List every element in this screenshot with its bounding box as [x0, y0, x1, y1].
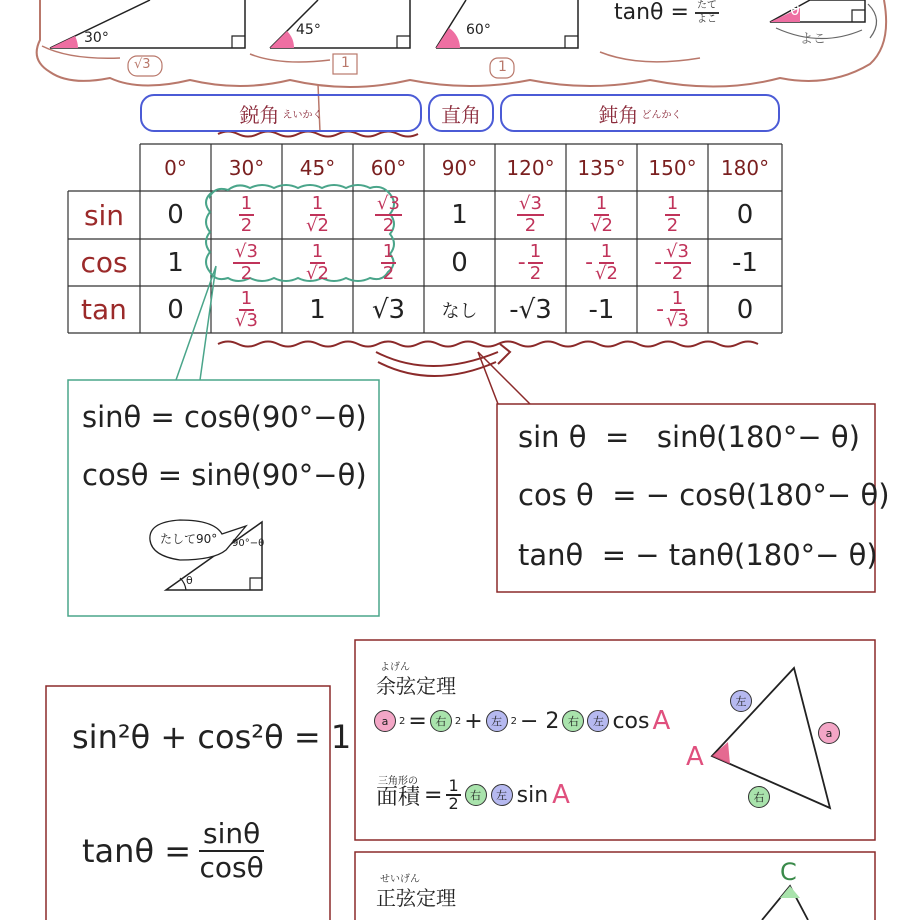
- right-angle-bubble: [428, 94, 494, 132]
- table-header-angle: 45°: [299, 155, 336, 180]
- area-right-badge: 右: [465, 784, 487, 806]
- area-small-label: 三角形の: [378, 776, 418, 787]
- cell-value: 0: [167, 294, 184, 325]
- triangle-vertex-A: A: [686, 742, 704, 772]
- triangle-a-badge: a: [818, 722, 840, 744]
- tan-def-fraction: [695, 1, 719, 25]
- fraction-numerator: 1: [240, 287, 253, 309]
- table-header-angle: 150°: [648, 155, 697, 180]
- table-row-label-cos: cos: [80, 246, 128, 279]
- fraction-denominator: √2: [595, 262, 618, 284]
- sq-1: 2: [399, 715, 406, 727]
- fraction-numerator: 1: [671, 287, 684, 309]
- fraction-numerator: 1: [311, 240, 324, 262]
- supplement-cos-formula: cos θ = − cosθ(180°− θ): [518, 478, 890, 512]
- fraction-denominator: 2: [382, 215, 395, 236]
- right-label: 直角: [441, 102, 481, 127]
- table-row-label-tan: tan: [81, 293, 127, 326]
- cell-sign: -: [517, 250, 526, 275]
- cell-value: 0: [736, 200, 754, 230]
- cell-value: なし: [441, 300, 478, 322]
- fraction-denominator: √2: [590, 215, 613, 236]
- area-label: 面積: [376, 784, 421, 810]
- half-den: 2: [448, 794, 459, 813]
- cell-value: 0: [451, 247, 468, 278]
- cell-value: 1: [167, 247, 184, 278]
- complement-bubble-text: たして90°: [160, 532, 218, 546]
- half-fraction: [446, 778, 460, 812]
- fraction-numerator: √3: [377, 193, 400, 214]
- table-header-angle: 60°: [370, 155, 407, 180]
- cell-sign: -: [656, 297, 665, 322]
- cell-value: 0: [167, 200, 184, 230]
- half-num: 1: [448, 776, 459, 795]
- table-row-label-sin: sin: [83, 198, 125, 232]
- supplement-sin-formula: sin θ = sinθ(180°− θ): [518, 420, 860, 454]
- cell-value: -1: [588, 294, 615, 325]
- tan-identity: [82, 817, 264, 884]
- fraction-denominator: 2: [240, 215, 253, 236]
- table-wave: [218, 342, 758, 347]
- tan-def-yoko: よこ: [800, 32, 827, 47]
- tan-identity-lhs: tanθ =: [82, 832, 191, 870]
- cosine-law-reading: よげん: [380, 662, 410, 673]
- cell-sign: -: [654, 250, 663, 275]
- cosine-law-formula: [374, 706, 670, 736]
- supplement-tan-formula: tanθ = − tanθ(180°− θ): [518, 538, 878, 572]
- obtuse-reading: どんかく: [641, 109, 682, 121]
- minus-two: − 2: [520, 708, 560, 734]
- fraction-numerator: √3: [235, 240, 258, 262]
- sine-law-vertex-C: C: [780, 858, 797, 886]
- fraction-numerator: 1: [595, 193, 608, 214]
- sine-law-title: 正弦定理: [376, 886, 456, 910]
- cos-text: cos: [612, 708, 650, 734]
- angle-A-2: A: [552, 780, 570, 810]
- fraction-denominator: 2: [524, 215, 537, 236]
- fraction-denominator: √2: [306, 215, 329, 236]
- triangle-30-angle: 30°: [84, 30, 109, 46]
- table-header-angle: 0°: [164, 155, 187, 180]
- cell-sign: -: [585, 250, 594, 275]
- fraction-numerator: √3: [519, 193, 542, 214]
- cosine-law-triangle: [712, 668, 830, 808]
- table-header-angle: 135°: [577, 155, 626, 180]
- complement-cos-formula: cosθ = sinθ(90°−θ): [82, 458, 367, 492]
- tan-identity-num: sinθ: [199, 820, 264, 852]
- fraction-numerator: 1: [600, 240, 613, 262]
- triangle-right-badge: 右: [748, 786, 770, 808]
- cell-value: 1: [309, 294, 326, 325]
- tan-identity-fraction: [199, 817, 264, 884]
- tan-def-lhs: tanθ =: [614, 0, 689, 25]
- fraction-denominator: 2: [240, 262, 253, 284]
- pythagorean-identity: sin²θ + cos²θ = 1: [72, 718, 352, 756]
- eq-sign: =: [408, 708, 427, 734]
- acute-wave: [218, 132, 418, 137]
- fraction-numerator: 1: [666, 193, 679, 214]
- tan-def-num: たて: [695, 1, 719, 14]
- fraction-denominator: 2: [529, 262, 542, 284]
- obtuse-angle-bubble: [500, 94, 780, 132]
- complement-sin-formula: sinθ = cosθ(90°−θ): [82, 400, 367, 434]
- triangle-30: [50, 0, 245, 48]
- fraction-numerator: √3: [666, 240, 689, 262]
- triangle-60: [436, 0, 578, 48]
- obtuse-label: 鈍角: [598, 102, 639, 127]
- triangle-60-angle: 60°: [466, 22, 491, 38]
- teal-highlight-cloud: [206, 185, 395, 284]
- plus-sign: +: [464, 708, 483, 734]
- area-eq: =: [424, 782, 443, 808]
- acute-reading: えいかく: [282, 109, 323, 121]
- fraction-numerator: 1: [240, 193, 253, 214]
- fraction-denominator: √2: [306, 262, 329, 284]
- fraction-denominator: 2: [382, 262, 395, 284]
- cell-value: 1: [451, 200, 468, 230]
- table-header-angle: 180°: [720, 155, 770, 180]
- side-right-badge-2: 右: [562, 710, 584, 732]
- acute-label: 鋭角: [239, 102, 280, 127]
- sine-law-triangle: [762, 886, 808, 920]
- triangle-45: [270, 0, 410, 48]
- tan-def-theta: θ: [790, 0, 800, 19]
- sin-text: sin: [516, 782, 549, 808]
- cell-value: -1: [732, 247, 758, 278]
- trig-table-grid: [68, 144, 782, 333]
- area-formula: [376, 778, 570, 812]
- fraction-numerator: 1: [382, 240, 395, 262]
- triangle-45-side: 1: [341, 55, 350, 71]
- cell-value: √3: [371, 294, 406, 325]
- side-right-badge: 右: [430, 710, 452, 732]
- triangle-30-side: √3: [134, 57, 151, 72]
- fraction-numerator: 1: [529, 240, 542, 262]
- fraction-denominator: 2: [666, 215, 679, 236]
- cell-value: -√3: [509, 294, 552, 325]
- fraction-denominator: √3: [666, 309, 689, 331]
- sq-2: 2: [454, 715, 462, 727]
- side-left-badge-2: 左: [587, 710, 609, 732]
- side-a-badge: a: [374, 710, 396, 732]
- table-header-angle: 120°: [506, 155, 555, 180]
- sine-law-reading: せいげん: [380, 874, 420, 885]
- top-cloud-outline: [37, 0, 886, 87]
- fraction-numerator: 1: [311, 193, 324, 214]
- area-left-badge: 左: [491, 784, 513, 806]
- acute-angle-bubble: [140, 94, 422, 132]
- tan-def-den: よこ: [696, 13, 717, 25]
- cell-value: 0: [736, 294, 754, 325]
- triangle-left-badge: 左: [730, 690, 752, 712]
- fraction-denominator: √3: [235, 309, 258, 331]
- tan-identity-den: cosθ: [199, 851, 264, 884]
- complement-theta-label: θ: [186, 574, 193, 587]
- table-header-angle: 30°: [228, 155, 265, 180]
- fraction-denominator: 2: [671, 262, 684, 284]
- side-left-badge: 左: [486, 710, 508, 732]
- cosine-law-title: 余弦定理: [376, 674, 456, 698]
- complement-angle-label: 90°−θ: [232, 538, 265, 549]
- tan-definition: [614, 0, 719, 25]
- angle-A: A: [652, 706, 671, 736]
- triangle-60-side: 1: [498, 59, 507, 75]
- table-header-angle: 90°: [441, 155, 478, 180]
- triangle-45-angle: 45°: [296, 22, 321, 38]
- sq-3: 2: [510, 715, 517, 727]
